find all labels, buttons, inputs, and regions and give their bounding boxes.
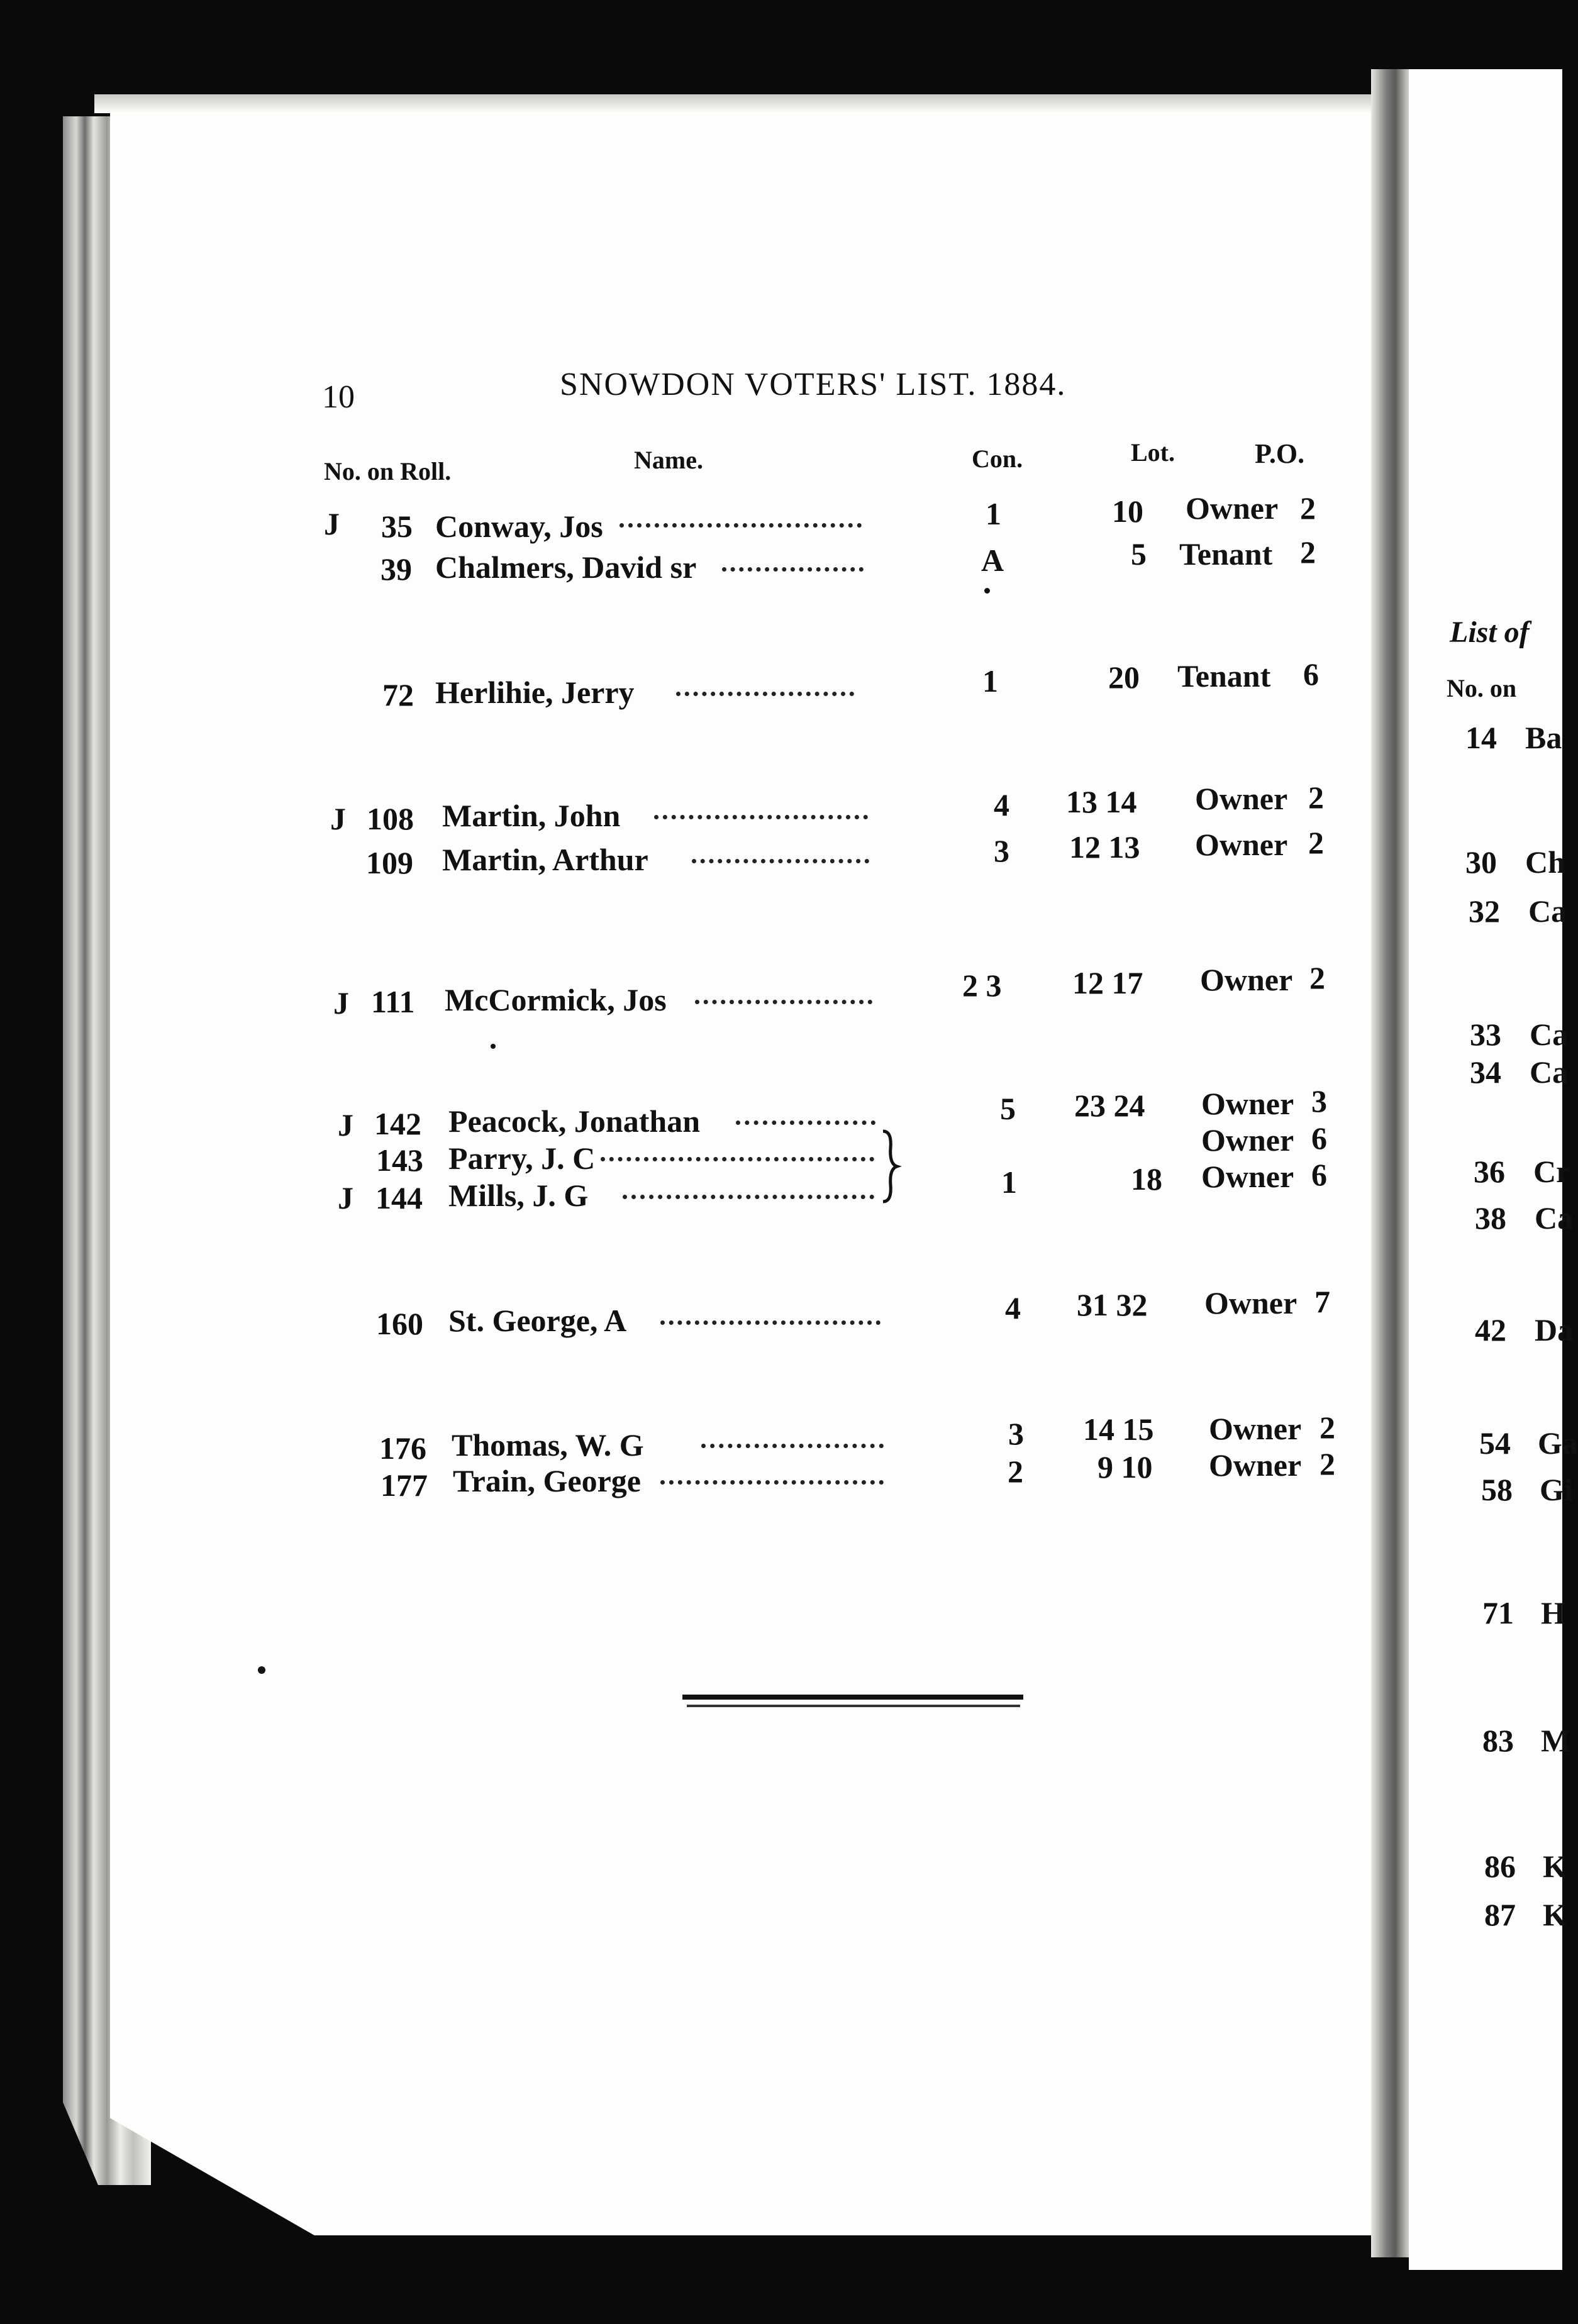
dot-leader <box>701 1444 884 1448</box>
lot: 20 <box>1108 660 1140 695</box>
post-office: 2 <box>1308 825 1324 860</box>
roll-number: 142 <box>374 1106 421 1141</box>
page-number: 10 <box>322 379 355 415</box>
status: Owner <box>1209 1447 1302 1483</box>
dot-leader <box>620 523 862 528</box>
concession: 2 3 <box>962 968 1002 1003</box>
post-office: 2 <box>1320 1410 1335 1445</box>
post-office: 6 <box>1303 656 1319 692</box>
juror-mark: J <box>338 1180 353 1215</box>
voter-name: Mills, J. G <box>448 1178 589 1213</box>
name-fragment: H <box>1541 1595 1565 1630</box>
concession: 3 <box>994 833 1009 868</box>
lot: 12 13 <box>1069 829 1140 865</box>
status: Owner <box>1204 1285 1297 1320</box>
concession: 3 <box>1008 1416 1024 1451</box>
roll-number: 144 <box>375 1180 423 1215</box>
post-office: 2 <box>1320 1446 1335 1481</box>
dot-leader <box>692 859 869 863</box>
header-lot: Lot. <box>1131 438 1175 467</box>
juror-mark: J <box>330 801 346 836</box>
name-fragment: K <box>1543 1897 1567 1932</box>
header-name: Name. <box>634 446 703 474</box>
roll-number: 71 <box>1482 1595 1514 1630</box>
dot-leader <box>660 1320 881 1325</box>
page-top-shadow <box>94 94 1409 113</box>
status: Owner <box>1201 1086 1294 1121</box>
roll-number: 108 <box>367 801 414 836</box>
name-fragment: Da <box>1535 1312 1574 1347</box>
roll-number: 36 <box>1474 1154 1505 1189</box>
name-fragment: Ca <box>1528 894 1567 929</box>
post-office: 2 <box>1309 960 1325 995</box>
name-fragment: M <box>1541 1723 1571 1758</box>
voter-name: St. George, A <box>448 1303 627 1338</box>
post-office: 6 <box>1311 1120 1327 1156</box>
dot-leader <box>695 1000 872 1004</box>
status: Owner <box>1195 827 1288 862</box>
name-fragment: Gi <box>1540 1472 1573 1507</box>
roll-number: 58 <box>1481 1472 1513 1507</box>
left-page <box>110 104 1387 2235</box>
voter-name: McCormick, Jos <box>445 982 667 1017</box>
roll-number: 177 <box>381 1468 428 1503</box>
lot: 13 14 <box>1066 784 1137 819</box>
post-office: 7 <box>1314 1284 1330 1319</box>
concession: 4 <box>1005 1290 1021 1325</box>
roll-number: 143 <box>376 1143 423 1178</box>
right-page-header: No. on <box>1447 674 1517 702</box>
voter-name: Martin, John <box>442 798 621 833</box>
right-page-heading: List of <box>1450 616 1530 649</box>
dot-leader <box>676 692 854 696</box>
roll-number: 38 <box>1475 1200 1506 1236</box>
voter-name: Herlihie, Jerry <box>435 675 635 710</box>
status: Owner <box>1209 1411 1302 1446</box>
dot-leader <box>660 1480 884 1485</box>
roll-number: 87 <box>1484 1897 1516 1932</box>
post-office: 2 <box>1308 780 1324 815</box>
name-fragment: Cr <box>1533 1154 1570 1189</box>
dot-leader <box>654 815 868 819</box>
name-fragment: Ca <box>1535 1200 1574 1236</box>
roll-number: 72 <box>382 677 414 712</box>
roll-number: 54 <box>1479 1425 1511 1461</box>
voter-name: Thomas, W. G <box>452 1427 644 1463</box>
concession: A <box>981 543 1004 578</box>
status: Tenant <box>1177 658 1271 694</box>
dot-leader <box>623 1195 874 1199</box>
status: Owner <box>1200 962 1293 997</box>
ink-speck <box>258 1666 265 1674</box>
name-fragment: Ca <box>1530 1017 1569 1052</box>
lot: 14 15 <box>1083 1412 1154 1447</box>
concession: 1 <box>986 496 1001 531</box>
lot: 18 <box>1131 1161 1162 1197</box>
roll-number: 83 <box>1482 1723 1514 1758</box>
ink-speck <box>491 1044 496 1049</box>
dot-leader <box>722 567 864 572</box>
post-office: 6 <box>1311 1157 1327 1192</box>
concession: 5 <box>1000 1091 1016 1126</box>
status: Owner <box>1186 490 1279 526</box>
roll-number: 34 <box>1470 1054 1501 1090</box>
dot-leader <box>601 1157 874 1161</box>
status: Owner <box>1201 1122 1294 1158</box>
status: Owner <box>1195 781 1288 816</box>
header-no-on-roll: No. on Roll. <box>324 457 452 485</box>
juror-mark: J <box>338 1107 353 1143</box>
lot: 31 32 <box>1077 1287 1148 1322</box>
header-po: P.O. <box>1255 438 1305 469</box>
concession: 1 <box>982 663 998 699</box>
voter-name: Martin, Arthur <box>442 842 648 877</box>
roll-number: 111 <box>371 984 415 1019</box>
concession: 2 <box>1008 1454 1023 1489</box>
brace-mark <box>881 1129 899 1204</box>
juror-mark: J <box>333 985 349 1021</box>
closing-rule-thin <box>687 1705 1020 1707</box>
lot: 9 10 <box>1097 1449 1153 1485</box>
voter-name: Conway, Jos <box>435 509 603 544</box>
header-con: Con. <box>972 445 1023 473</box>
roll-number: 35 <box>381 509 413 544</box>
post-office: 3 <box>1311 1083 1327 1119</box>
voter-name: Peacock, Jonathan <box>448 1104 700 1139</box>
lot: 10 <box>1112 494 1143 529</box>
lot: 23 24 <box>1074 1088 1145 1123</box>
closing-rule <box>682 1695 1023 1700</box>
name-fragment: Ca <box>1530 1054 1569 1090</box>
voter-name: Chalmers, David sr <box>435 550 697 585</box>
roll-number: 42 <box>1475 1312 1506 1347</box>
roll-number: 86 <box>1484 1849 1516 1884</box>
roll-number: 160 <box>376 1306 423 1341</box>
voter-name: Train, George <box>453 1463 641 1498</box>
roll-number: 30 <box>1465 844 1497 880</box>
post-office: 2 <box>1300 534 1316 570</box>
voter-name: Parry, J. C <box>448 1141 596 1176</box>
lot: 12 17 <box>1072 965 1143 1000</box>
roll-number: 14 <box>1465 720 1497 755</box>
name-fragment: Ga <box>1538 1425 1578 1461</box>
name-fragment: Ch <box>1525 844 1565 880</box>
concession: 4 <box>994 787 1009 822</box>
lot: 5 <box>1131 536 1147 572</box>
page-title: SNOWDON VOTERS' LIST. 1884. <box>560 367 1067 402</box>
status: Tenant <box>1179 536 1273 572</box>
name-fragment: K <box>1543 1849 1567 1884</box>
juror-mark: J <box>324 506 340 541</box>
roll-number: 33 <box>1470 1017 1501 1052</box>
dot-leader <box>736 1120 875 1125</box>
status: Owner <box>1201 1159 1294 1194</box>
ink-speck <box>984 588 990 594</box>
roll-number: 176 <box>379 1430 426 1466</box>
roll-number: 39 <box>381 551 412 587</box>
name-fragment: Ba <box>1525 720 1562 755</box>
roll-number: 32 <box>1469 894 1500 929</box>
roll-number: 109 <box>366 845 413 880</box>
post-office: 2 <box>1300 490 1316 526</box>
concession: 1 <box>1001 1165 1017 1200</box>
